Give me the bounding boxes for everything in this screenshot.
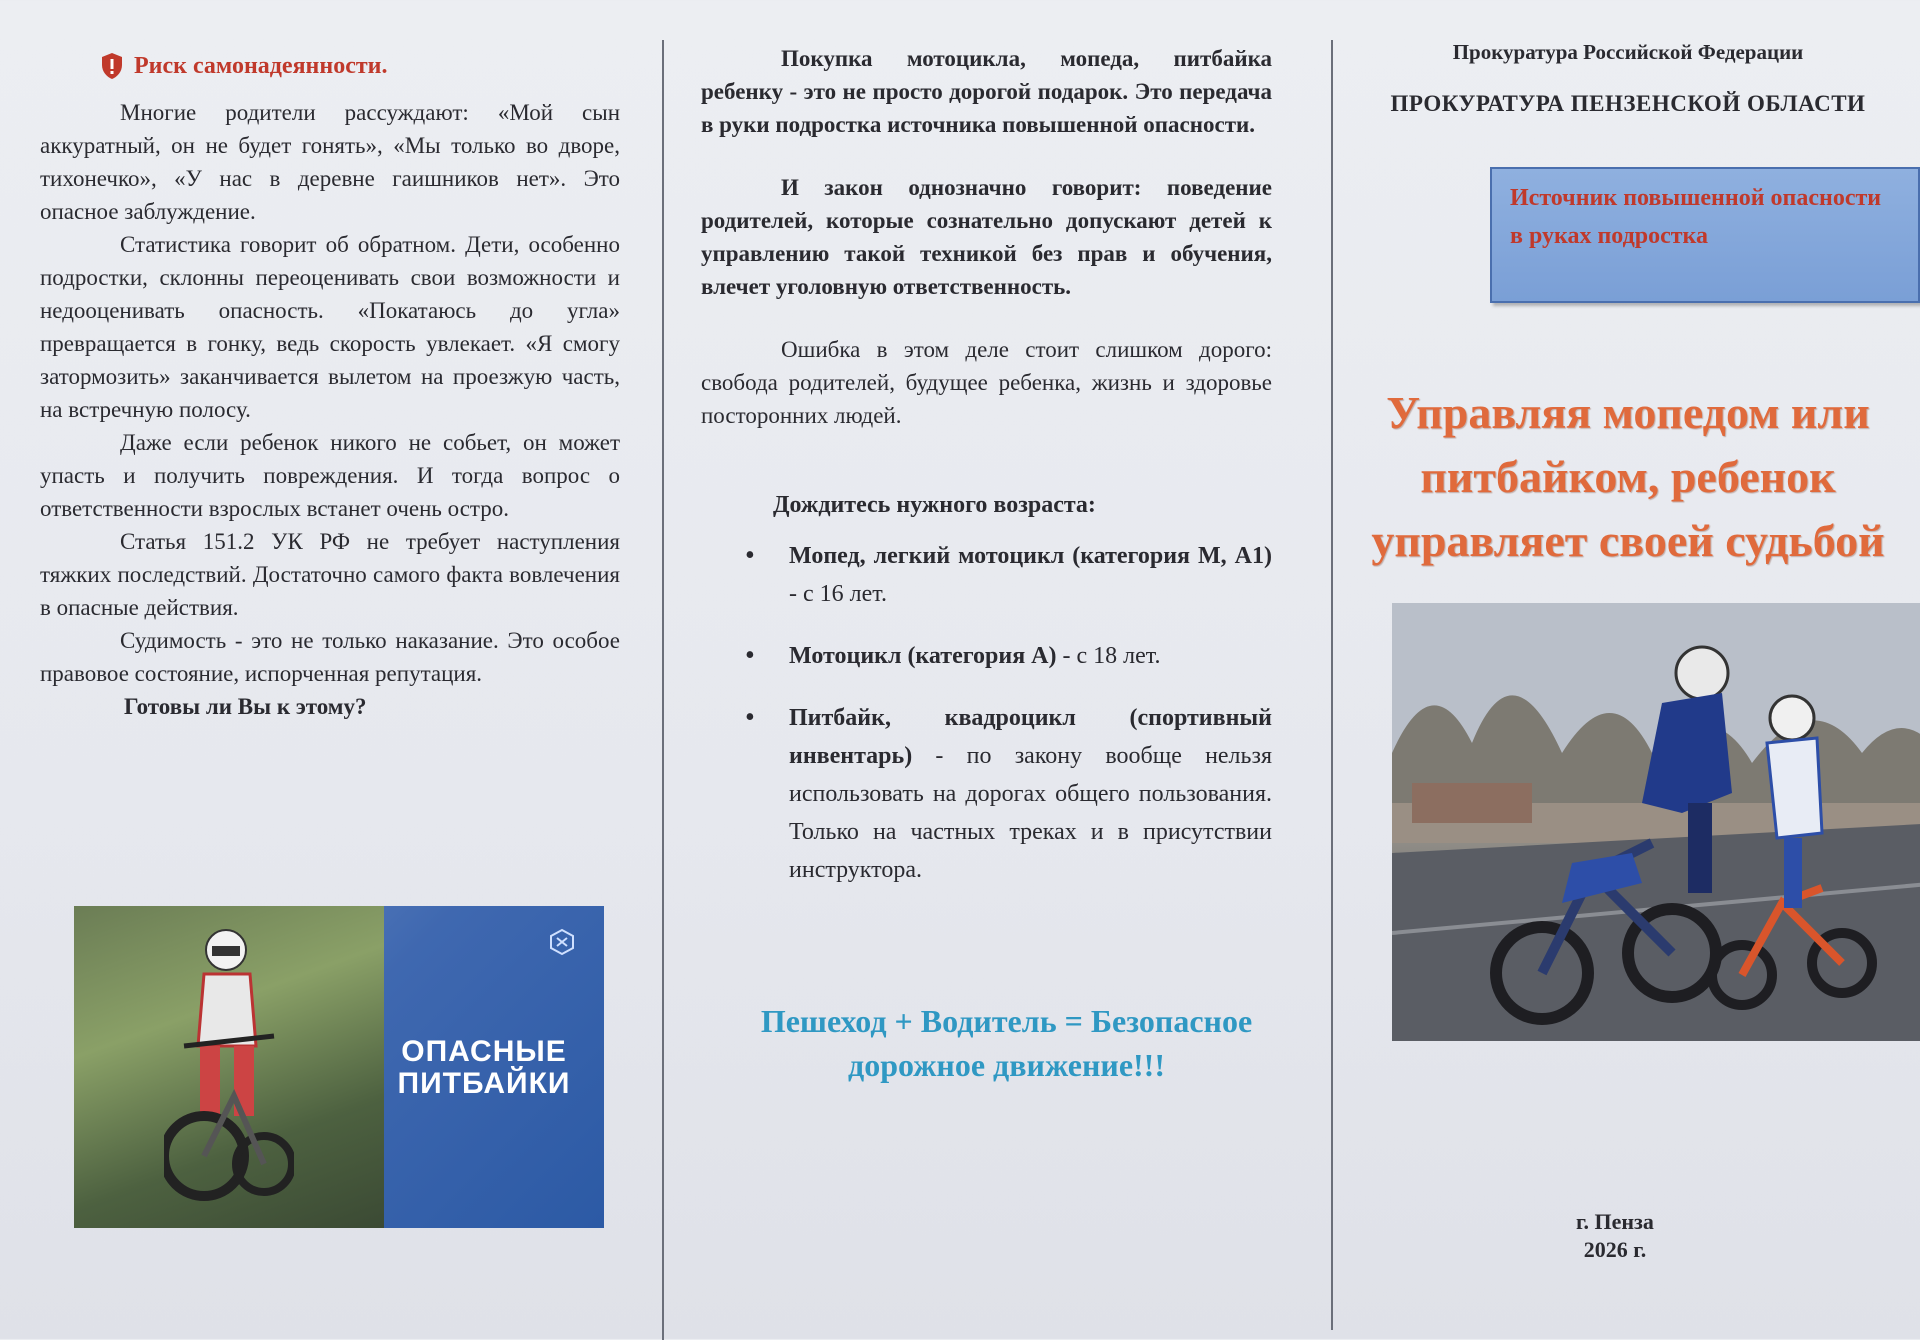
father-son-motorcycles-photo [1392, 603, 1920, 1041]
shield-icon [100, 52, 124, 80]
age-item: • Мотоцикл (категория А) - с 18 лет. [745, 637, 1272, 675]
motorcycles-illustration [1392, 603, 1920, 1041]
main-headline: Управляя мопедом или питбайком, ребенок управляет своей судьбой [1371, 387, 1885, 566]
middle-paragraph-2: И закон однозначно говорит: поведение родителей, которые сознательно допускают детей к управлению такой техникой без прав и обучения, влечет уголовную ответственность. [701, 175, 1272, 299]
rider-illustration [164, 926, 294, 1216]
left-paragraph-5: Судимость - это не только наказание. Это особое правовое состояние, испорченная репутация. [40, 628, 620, 686]
city-and-year [1576, 1208, 1654, 1264]
column-divider-left [662, 40, 664, 1340]
warning-box: Источник повышенной опасности в руках подростка [1490, 167, 1920, 303]
safety-slogan: Пешеход + Водитель = Безопасное дорожное движение!!! [760, 1003, 1253, 1083]
risk-heading [100, 52, 620, 80]
left-paragraph-1: Многие родители рассуждают: «Мой сын аккуратный, он не будет гонять», «Мы только во дворе, тихонечко», «У нас в деревне гаишников нет». Это опасное заблуждение. [40, 100, 620, 224]
middle-paragraph-3: Ошибка в этом деле стоит слишком дорого: свобода родителей, будущее ребенка, жизнь и здоровье посторонних людей. [701, 337, 1272, 428]
year-text: 2026 г. [1583, 1237, 1647, 1262]
banner-label: ОПАСНЫЕ ПИТБАЙКИ [397, 1035, 571, 1100]
age-title: Дождитесь нужного возраста: [773, 492, 1096, 518]
left-paragraph-4: Статья 151.2 УК РФ не требует наступления тяжких последствий. Достаточно самого факта вовлечения в опасные действия. [40, 529, 620, 620]
middle-panel [665, 0, 1332, 1339]
banner-logo-icon [548, 928, 576, 956]
risk-title-text: Риск самонадеянности. [134, 52, 388, 79]
age-list [701, 537, 1272, 889]
question-text: Готовы ли Вы к этому? [124, 694, 367, 719]
pitbike-banner [74, 906, 604, 1228]
left-paragraph-2: Статистика говорит об обратном. Дети, особенно подростки, склонны переоценивать свои возможности и недооценивать опасность. «Покатаюсь до угла» превращается в гонку, ведь скорость увлекает. «Я смогу затормозить» заканчивается вылетом на проезжую часть, на встречную полосу. [40, 232, 620, 422]
left-paragraph-3: Даже если ребенок никого не собьет, он может упасть и получить повреждения. И тогда вопрос о ответственности взрослых встанет очень остро. [40, 430, 620, 521]
federal-prosecutor-title: Прокуратура Российской Федерации [1452, 40, 1804, 64]
regional-prosecutor-title: ПРОКУРАТУРА ПЕНЗЕНСКОЙ ОБЛАСТИ [1390, 91, 1866, 116]
age-item: • Мопед, легкий мотоцикл (категория М, А1) - с 16 лет. [745, 537, 1272, 613]
right-panel [1336, 0, 1920, 1339]
city-text: г. Пенза [1576, 1209, 1654, 1234]
left-panel [0, 0, 660, 1339]
middle-paragraph-1: Покупка мотоцикла, мопеда, питбайка ребенку - это не просто дорогой подарок. Это передача в руки подростка источника повышенной опасности. [701, 46, 1272, 137]
banner-photo [74, 906, 384, 1228]
age-item: • Питбайк, квадроцикл (спортивный инвентарь) - по закону вообще нельзя использовать на дорогах общего пользования. Только на частных треках и в присутствии инструктора. [745, 699, 1272, 889]
